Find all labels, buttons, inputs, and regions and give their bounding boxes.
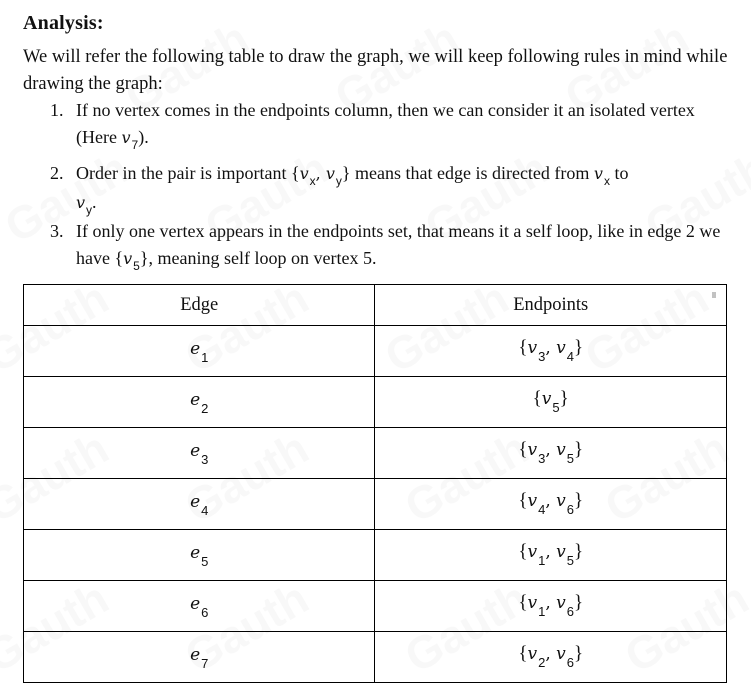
- edge-label: $e_1$: [190, 338, 209, 365]
- endpoints-cell: [375, 479, 727, 530]
- endpoints-set: {$v_2$, $v_6$}: [518, 643, 584, 670]
- endpoints-set: {$v_4$, $v_6$}: [518, 490, 584, 517]
- rule-item-2: 2. Order in the pair is important {$v_x$, $v_y$} means that edge is directed from $v_x$ to $v_y$.: [50, 160, 740, 218]
- table-row: [24, 326, 727, 377]
- rule-number: 2.: [50, 163, 64, 183]
- edge-label: $e_7$: [190, 644, 209, 671]
- math-set: $\{v_5\}$: [114, 248, 149, 273]
- edge-label: $e_4$: [190, 491, 209, 518]
- endpoints-cell: [375, 632, 727, 683]
- edge-cell: [24, 530, 375, 581]
- rule-number: 1.: [50, 100, 64, 120]
- edge-label: $e_6$: [190, 593, 209, 620]
- rule-item-3: 3. If only one vertex appears in the endpoints set, that means it a self loop, like in edge 2 we have $\{v_5\}$, meaning self loop on vertex 5.: [50, 218, 740, 274]
- edge-cell: [24, 479, 375, 530]
- math-variable: $v_y$: [76, 193, 93, 217]
- endpoints-set: {$v_3$, $v_5$}: [518, 439, 584, 466]
- edge-label: $e_3$: [190, 440, 209, 467]
- endpoints-cell: [375, 428, 727, 479]
- rule-text: If only one vertex appears in the endpoints set, that means it a self loop, like in edge 2 we have: [76, 221, 721, 268]
- edges-table: [23, 284, 727, 683]
- table-row: [24, 377, 727, 428]
- intro-paragraph: We will refer the following table to draw the graph, we will keep following rules in mind while drawing the graph:: [23, 47, 728, 94]
- edge-cell: [24, 377, 375, 428]
- table-row: [24, 581, 727, 632]
- column-header-endpoints: Endpoints: [375, 285, 727, 326]
- section-title: Analysis:: [23, 12, 104, 34]
- edge-cell: [24, 581, 375, 632]
- endpoints-set: {$v_1$, $v_5$}: [518, 541, 584, 568]
- math-variable: $v_x$: [593, 164, 610, 188]
- rules-list: [50, 97, 740, 274]
- endpoints-cell: [375, 581, 727, 632]
- rule-text: If no vertex comes in the endpoints column, then we can consider it an isolated vertex (Here: [76, 100, 695, 147]
- table-row: [24, 632, 727, 683]
- rule-number: 3.: [50, 221, 64, 241]
- edge-cell: [24, 326, 375, 377]
- endpoints-set: {$v_1$, $v_6$}: [518, 592, 584, 619]
- table-row: [24, 479, 727, 530]
- corner-marker: [712, 292, 716, 298]
- edge-cell: [24, 632, 375, 683]
- table-row: [24, 428, 727, 479]
- column-header-edge: Edge: [24, 285, 375, 326]
- rule-text: Order in the pair is important: [76, 163, 291, 183]
- endpoints-set: {$v_3$, $v_4$}: [518, 337, 584, 364]
- rule-item-1: 1. If no vertex comes in the endpoints column, then we can consider it an isolated vertex (Here $v_7$).: [50, 97, 740, 153]
- edge-label: $e_5$: [190, 542, 209, 569]
- endpoints-cell: [375, 530, 727, 581]
- math-pair: {$v_x$, $v_y$}: [290, 163, 351, 188]
- table-body: [24, 326, 727, 683]
- endpoints-cell: [375, 326, 727, 377]
- endpoints-set: $\{v_5\}$: [532, 388, 569, 415]
- edge-label: $e_2$: [190, 389, 209, 416]
- table-row: [24, 530, 727, 581]
- math-variable: $v_7$: [121, 128, 139, 152]
- endpoints-cell: [375, 377, 727, 428]
- table-header-row: [24, 285, 727, 326]
- edge-cell: [24, 428, 375, 479]
